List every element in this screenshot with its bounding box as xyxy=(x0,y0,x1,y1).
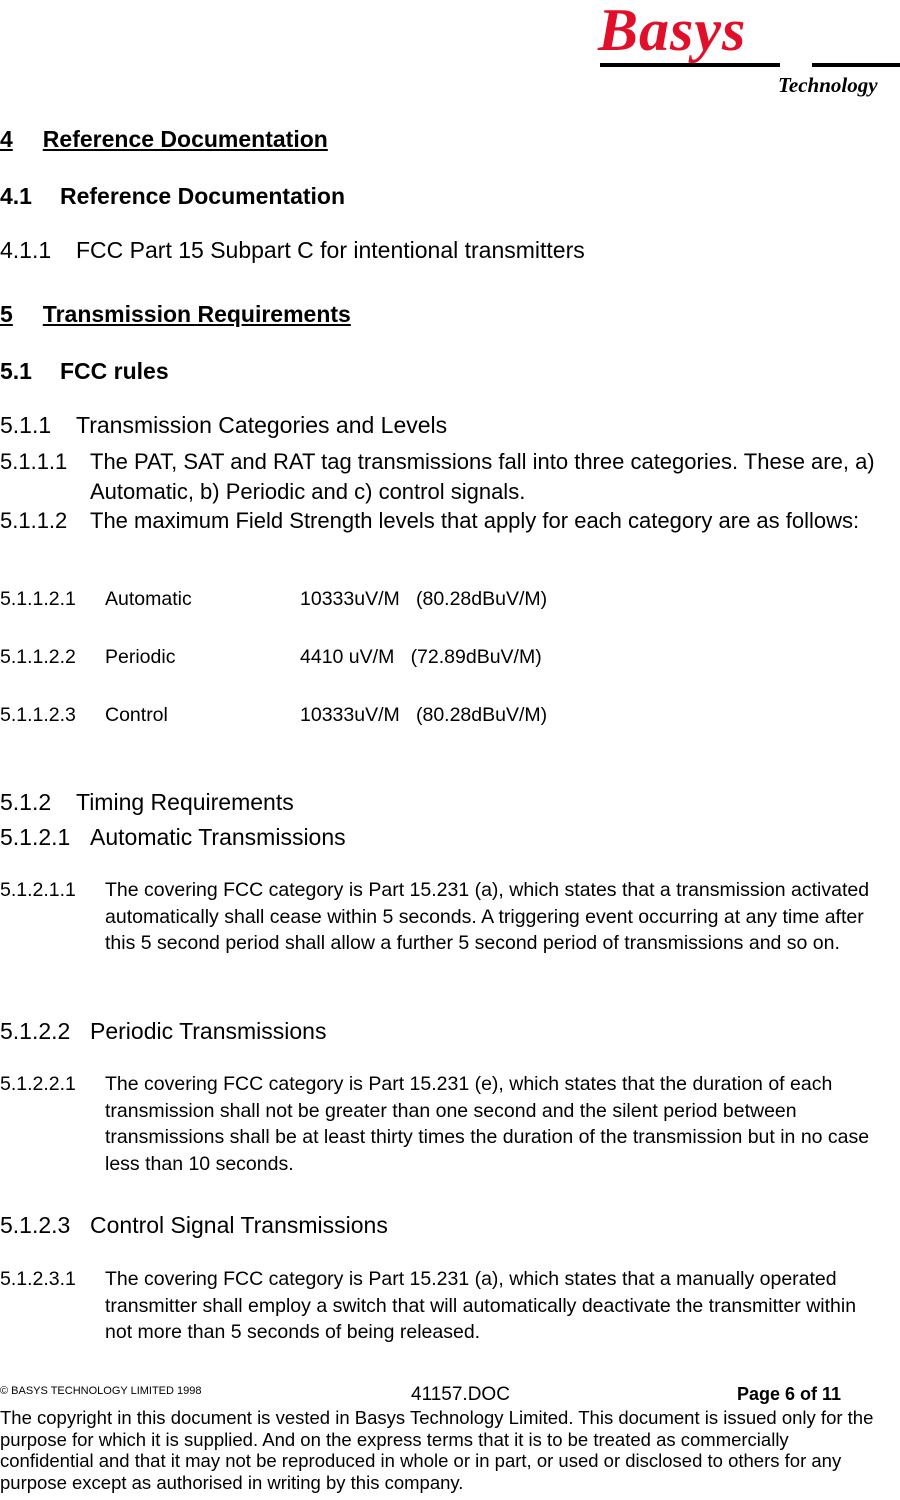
heading-5: 5 Transmission Requirements xyxy=(0,301,351,327)
logo-underline-right xyxy=(812,63,900,67)
paragraph-5-1-1-2: 5.1.1.2 The maximum Field Strength levels that apply for each category are as follows: xyxy=(0,508,860,533)
heading-4-1-1: 4.1.1 FCC Part 15 Subpart C for intentional transmitters xyxy=(0,237,585,263)
paragraph-5-1-2-1-1: 5.1.2.1.1 The covering FCC category is Part 15.231 (a), which states that a transmission activated automatically shall cease within 5 seconds. A triggering event occurring at any time after this 5 second period shall allow a further 5 second period of transmissions and so on. xyxy=(0,879,870,954)
logo-wordmark: Basys xyxy=(598,0,747,63)
heading-5-1-2-3: 5.1.2.3 Control Signal Transmissions xyxy=(0,1212,388,1238)
level-row: 5.1.1.2.3 Control 10333uV/M (80.28dBuV/M) xyxy=(0,704,548,726)
footer-doc-name: 41157.DOC xyxy=(411,1384,510,1405)
footer-copyright-notice: The copyright in this document is vested in Basys Technology Limited. This document is issued only for the purpose for which it is supplied. And on the express terms that it is to be treated as commercially confidential and that it may not be reproduced in whole or in part, or used or disclosed to others for any purpose except as authorised in writing by this company. xyxy=(0,1407,874,1493)
paragraph-5-1-2-2-1: 5.1.2.2.1 The covering FCC category is Part 15.231 (e), which states that the duration of each transmission shall not be greater than one second and the silent period between transmissions shall be at least thirty times the duration of the transmission but in no case less than 10 seconds. xyxy=(0,1073,870,1175)
level-row: 5.1.1.2.1 Automatic 10333uV/M (80.28dBuV/M) xyxy=(0,588,548,610)
level-row: 5.1.1.2.2 Periodic 4410 uV/M (72.89dBuV/M) xyxy=(0,646,542,668)
logo-subtitle: Technology xyxy=(778,73,878,97)
paragraph-5-1-1-1: 5.1.1.1 The PAT, SAT and RAT tag transmissions fall into three categories. These are, a) Automatic, b) Periodic and c) control signals. xyxy=(0,449,875,504)
heading-5-1-2-1: 5.1.2.1 Automatic Transmissions xyxy=(0,824,346,850)
heading-5-1-2: 5.1.2 Timing Requirements xyxy=(0,789,294,815)
logo-underline-left xyxy=(600,63,780,67)
heading-5-1: 5.1 FCC rules xyxy=(0,358,169,384)
footer-company: © BASYS TECHNOLOGY LIMITED 1998 xyxy=(0,1385,202,1397)
heading-5-1-2-2: 5.1.2.2 Periodic Transmissions xyxy=(0,1018,327,1044)
footer-page-number: Page 6 of 11 xyxy=(737,1384,842,1404)
heading-4-1: 4.1 Reference Documentation xyxy=(0,183,346,209)
heading-5-1-1: 5.1.1 Transmission Categories and Levels xyxy=(0,412,448,438)
paragraph-5-1-2-3-1: 5.1.2.3.1 The covering FCC category is Part 15.231 (a), which states that a manually operated transmitter shall employ a switch that will automatically deactivate the transmitter within not more than 5 seconds of being released. xyxy=(0,1268,857,1343)
heading-4: 4 Reference Documentation xyxy=(0,126,328,152)
